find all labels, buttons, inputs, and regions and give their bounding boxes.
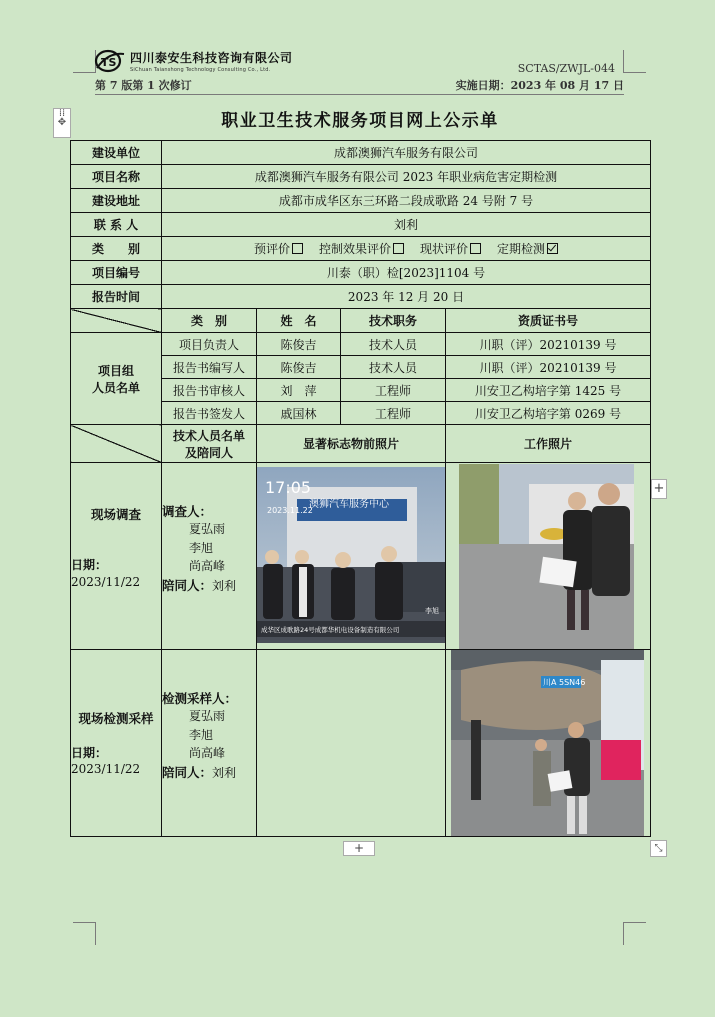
category-option-status-eval[interactable]: 现状评价	[420, 240, 481, 257]
team-col-name: 姓 名	[257, 309, 341, 333]
unit-label: 建设单位	[71, 141, 162, 165]
team-cell: 报告书编写人	[162, 356, 257, 379]
number-label: 项目编号	[71, 261, 162, 285]
survey-date: 2023/11/22	[71, 575, 141, 589]
unit-value: 成都澳狮汽车服务有限公司	[162, 141, 651, 165]
report-time-label: 报告时间	[71, 285, 162, 309]
category-label: 类 别	[71, 237, 162, 261]
investigator-name: 尚高峰	[189, 559, 226, 573]
survey-date-label: 日期：	[71, 558, 108, 572]
sampling-work-photo-cell	[446, 650, 651, 837]
team-group-label: 项目组 人员名单	[71, 333, 162, 425]
team-cell: 项目负责人	[162, 333, 257, 356]
team-cell: 工程师	[341, 402, 446, 425]
team-cell: 报告书审核人	[162, 379, 257, 402]
table-resize-handle[interactable]: ⤡	[650, 840, 667, 857]
company-logo	[94, 48, 293, 74]
photo-user: 李旭	[425, 607, 439, 615]
sampling-work-photo	[451, 650, 644, 836]
company-logo-icon	[94, 48, 128, 74]
version-text: 第 7 版第 1 次修订	[95, 79, 192, 92]
team-col-cert: 资质证书号	[446, 309, 651, 333]
survey-landmark-photo	[257, 467, 446, 643]
diagonal-cell	[71, 309, 162, 333]
address-value: 成都市成华区东三环路二段成歌路 24 号附 7 号	[162, 189, 651, 213]
sampling-date-label: 日期：	[71, 746, 108, 760]
table-row	[71, 333, 651, 356]
work-photo-header: 工作照片	[446, 425, 651, 463]
sampling-title: 现场检测采样	[78, 711, 154, 726]
project-label: 项目名称	[71, 165, 162, 189]
investigator-label: 调查人：	[162, 504, 213, 519]
survey-companion: 陪同人：刘利	[162, 578, 237, 593]
diagonal-cell	[71, 425, 162, 463]
company-name-cn: 四川泰安生科技咨询有限公司	[130, 51, 293, 65]
photo-sign-text: 澳狮汽车服务中心	[309, 499, 389, 510]
sampling-people-cell	[162, 650, 257, 837]
survey-people-cell	[162, 463, 257, 650]
photo-time: 17:05	[265, 478, 312, 497]
address-label: 建设地址	[71, 189, 162, 213]
team-cell: 川职（评）20210139 号	[446, 356, 651, 379]
insert-column-button[interactable]: +	[651, 479, 667, 499]
category-options	[162, 237, 651, 261]
sampler-label: 检测采样人：	[162, 691, 238, 706]
team-cell: 川安卫乙构培字第 1425 号	[446, 379, 651, 402]
category-option-periodic-test[interactable]: 定期检测	[497, 240, 558, 257]
number-value: 川泰（职）检[2023]1104 号	[162, 261, 651, 285]
team-cell: 刘 萍	[257, 379, 341, 402]
logo-letters: TS	[101, 56, 117, 69]
team-col-title: 技术职务	[341, 309, 446, 333]
checkbox-icon	[292, 243, 303, 254]
project-value: 成都澳狮汽车服务有限公司 2023 年职业病危害定期检测	[162, 165, 651, 189]
document-code: SCTAS/ZWJL-044	[517, 62, 615, 75]
survey-work-photo	[459, 464, 634, 649]
team-cell: 陈俊吉	[257, 356, 341, 379]
team-cell: 川安卫乙构培字第 0269 号	[446, 402, 651, 425]
team-cell: 报告书签发人	[162, 402, 257, 425]
insert-row-button[interactable]: +	[343, 841, 375, 856]
team-cell: 川职（评）20210139 号	[446, 333, 651, 356]
checkbox-icon	[393, 243, 404, 254]
page-title: 职业卫生技术服务项目网上公示单	[221, 111, 499, 131]
team-cell: 技术人员	[341, 333, 446, 356]
survey-landmark-photo-cell	[257, 463, 446, 650]
survey-work-photo-cell	[446, 463, 651, 650]
team-cell: 工程师	[341, 379, 446, 402]
crop-mark-bottom-right	[623, 922, 646, 945]
survey-title-cell	[71, 463, 162, 650]
crop-mark-top-left	[73, 50, 96, 73]
sampler-name: 夏弘雨	[189, 709, 226, 723]
sampler-name: 尚高峰	[189, 746, 226, 760]
investigator-name: 李旭	[189, 541, 214, 555]
team-cell: 陈俊吉	[257, 333, 341, 356]
effective-date: 实施日期：2023 年 08 月 17 日	[455, 79, 624, 92]
team-col-category: 类 别	[162, 309, 257, 333]
crop-mark-top-right	[623, 50, 646, 73]
company-name-en: SiChuan Taianshong Technology Consulting Co., Ltd.	[130, 67, 271, 73]
disclosure-table	[70, 140, 651, 837]
report-time-value: 2023 年 12 月 20 日	[162, 285, 651, 309]
team-cell: 技术人员	[341, 356, 446, 379]
sampler-name: 李旭	[189, 728, 214, 742]
plate-text: 川A 5SN46	[543, 678, 586, 687]
staff-col-header: 技术人员名单 及陪同人	[162, 425, 257, 463]
team-cell: 戚国林	[257, 402, 341, 425]
investigator-name: 夏弘雨	[189, 522, 226, 536]
category-option-pre-eval[interactable]: 预评价	[254, 240, 303, 257]
photo-caption: 成华区成歌路24号成都华机电设备制造有限公司	[261, 626, 400, 634]
survey-title: 现场调查	[90, 507, 141, 522]
photo-date: 2023.11.22	[267, 506, 313, 515]
contact-value: 刘利	[162, 213, 651, 237]
sampling-landmark-photo-cell	[257, 650, 446, 837]
sampling-companion: 陪同人：刘利	[162, 765, 237, 780]
table-move-handle[interactable]: ⁞⁞ ✥	[53, 108, 71, 138]
checkbox-icon	[470, 243, 481, 254]
contact-label: 联 系 人	[71, 213, 162, 237]
landmark-photo-header: 显著标志物前照片	[257, 425, 446, 463]
sampling-title-cell	[71, 650, 162, 837]
header-line	[95, 78, 624, 95]
category-option-control-eval[interactable]: 控制效果评价	[319, 240, 404, 257]
sampling-date: 2023/11/22	[71, 762, 141, 776]
checked-checkbox-icon	[547, 243, 558, 254]
crop-mark-bottom-left	[73, 922, 96, 945]
